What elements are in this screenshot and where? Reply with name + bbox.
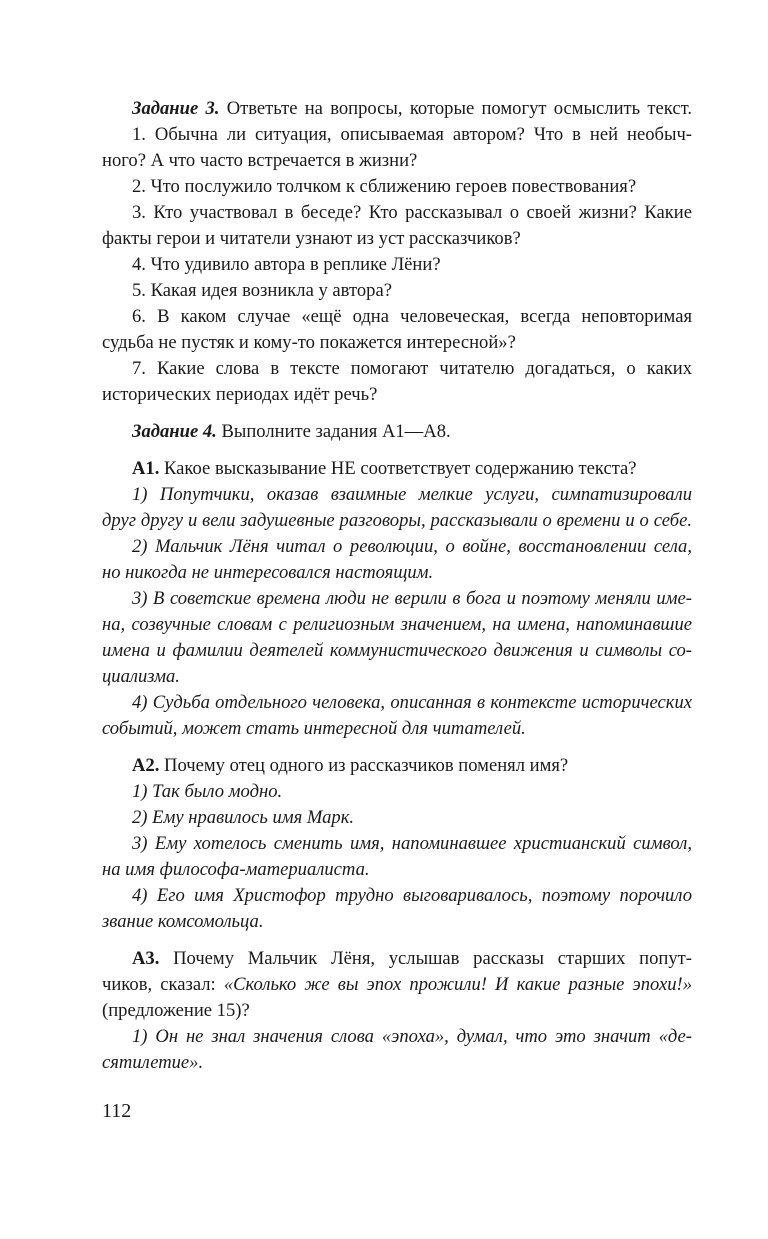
a1-option4-line1: 4) Судьба отдельного человека, описанная в контексте исторических: [132, 692, 692, 713]
a3-question-line3: (предложение 15)?: [102, 1000, 250, 1021]
a1-question: [102, 456, 692, 482]
task3-q1-line2: ного? А что часто встречается в жизни?: [102, 150, 418, 171]
a2-option1: 1) Так было модно.: [132, 781, 283, 802]
task4-intro: Выполните задания А1—А8.: [216, 421, 451, 442]
a1-option4-line2: событий, может стать интересной для читателей.: [102, 718, 526, 739]
a1-option3-line2: на, созвучные словам с религиозным значением, на имена, напоминавшие: [102, 614, 692, 635]
a1-option3-line1: 3) В советские времена люди не верили в бога и поэтому меняли име-: [132, 588, 692, 609]
a1-option2-line1: 2) Мальчик Лёня читал о революции, о войне, восстановлении села,: [132, 536, 692, 557]
a1-question-text: Какое высказывание НЕ соответствует содержанию текста?: [159, 458, 637, 479]
a2-option4-line2: звание комсомольца.: [102, 911, 264, 932]
a2-option3-line2: на имя философа-материалиста.: [102, 859, 370, 880]
a1-label: А1.: [132, 458, 160, 479]
task3-q3-line1: 3. Кто участвовал в беседе? Кто рассказывал о своей жизни? Какие: [132, 202, 692, 223]
task3-q5: 5. Какая идея возникла у автора?: [132, 280, 392, 301]
a2-label: А2.: [132, 755, 160, 776]
a3-question-line1: [102, 946, 692, 972]
a1-option1-line1: 1) Попутчики, оказав взаимные мелкие услуги, симпатизировали: [132, 484, 692, 505]
a1-option2-line2: но никогда не интересовался настоящим.: [102, 562, 434, 583]
task3-q4: 4. Что удивило автора в реплике Лёни?: [132, 254, 441, 275]
task3-q2: 2. Что послужило толчком к сближению героев повествования?: [132, 176, 637, 197]
task3-q1-line1: 1. Обычна ли ситуация, описываемая автором? Что в ней необыч-: [132, 124, 692, 145]
task3-heading: [102, 96, 692, 122]
task3-q3-line2: факты герои и читатели узнают из уст рассказчиков?: [102, 228, 521, 249]
task4-heading: [102, 419, 692, 445]
page-body: [102, 96, 692, 1076]
page-number: 112: [102, 1100, 132, 1122]
a2-question-text: Почему отец одного из рассказчиков поменял имя?: [159, 755, 569, 776]
a1-option3-line3: имена и фамилии деятелей коммунистического движения и символы со-: [102, 640, 692, 661]
a3-option1-line1: 1) Он не знал значения слова «эпоха», думал, что это значит «де-: [132, 1026, 692, 1047]
task3-q7-line1: 7. Какие слова в тексте помогают читателю догадаться, о каких: [132, 358, 692, 379]
a3-label: А3.: [132, 948, 160, 969]
a3-question-line2: [102, 972, 692, 998]
a3-option1-line2: сятилетие».: [102, 1052, 204, 1073]
a2-option3-line1: 3) Ему хотелось сменить имя, напоминавшее христианский символ,: [132, 833, 692, 854]
task3-q6-line1: 6. В каком случае «ещё одна человеческая, всегда неповторимая: [132, 306, 692, 327]
a2-option4-line1: 4) Его имя Христофор трудно выговаривалось, поэтому порочило: [132, 885, 692, 906]
task3-q7-line2: исторических периодах идёт речь?: [102, 384, 378, 405]
a2-question: [102, 753, 692, 779]
a3-question-text: Почему Мальчик Лёня, услышав рассказы старших попут-: [159, 948, 692, 969]
a1-option3-line4: циализма.: [102, 666, 180, 687]
task3-label: Задание 3.: [132, 98, 220, 119]
task3-intro: Ответьте на вопросы, которые помогут осмыслить текст.: [219, 98, 692, 119]
a3-question-lead: чиков, сказал:: [102, 974, 224, 995]
a1-option1-line2: друг другу и вели задушевные разговоры, рассказывали о времени и о себе.: [102, 510, 692, 531]
task4-label: Задание 4.: [132, 421, 217, 442]
task3-q6-line2: судьба не пустяк и кому-то покажется интересной»?: [102, 332, 516, 353]
a2-option2: 2) Ему нравилось имя Марк.: [132, 807, 355, 828]
a3-quote: «Сколько же вы эпох прожили! И какие разные эпохи!»: [223, 974, 692, 995]
